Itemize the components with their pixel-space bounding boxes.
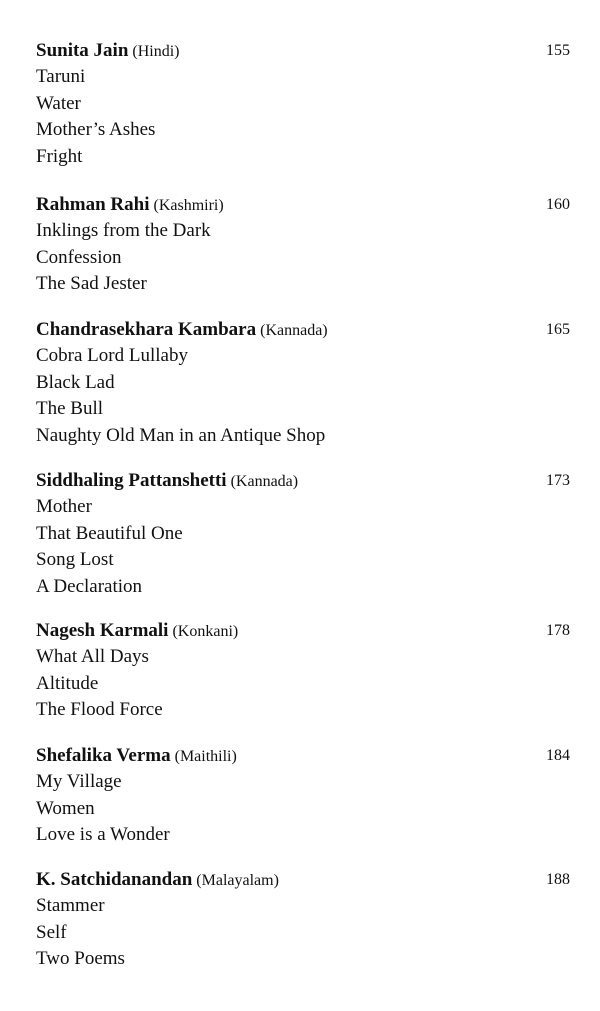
author-language: (Konkani) <box>172 623 239 640</box>
poem-title: Inklings from the Dark <box>36 220 211 241</box>
author-name: Rahman Rahi <box>36 194 150 215</box>
author-name: Shefalika Verma <box>36 745 171 766</box>
entry-heading <box>36 468 570 494</box>
poem-title: Cobra Lord Lullaby <box>36 345 188 366</box>
toc-entry <box>36 743 570 849</box>
poem-title: Fright <box>36 145 83 167</box>
page-number: 160 <box>546 196 570 213</box>
toc-entry <box>36 468 570 600</box>
page-number: 178 <box>546 622 570 639</box>
poem-title: The Sad Jester <box>36 273 147 295</box>
toc-entry <box>36 192 570 298</box>
page-number: 184 <box>546 747 570 764</box>
author-language: (Kashmiri) <box>153 197 224 214</box>
poem-title: The Flood Force <box>36 699 163 721</box>
page-number: 173 <box>546 472 570 489</box>
poem-title: Two Poems <box>36 948 125 970</box>
poem-title: That Beautiful One <box>36 522 183 544</box>
poem-title: The Bull <box>36 398 104 420</box>
entry-heading <box>36 192 570 218</box>
author-language: (Hindi) <box>132 43 180 60</box>
poem-title: Mother <box>36 496 92 517</box>
poem-title: Song Lost <box>36 549 114 571</box>
page-number: 188 <box>546 871 570 888</box>
toc-entry <box>36 317 570 449</box>
poem-title: Taruni <box>36 66 86 87</box>
poem-title: Altitude <box>36 672 99 694</box>
poem-title: Black Lad <box>36 371 115 393</box>
author-language: (Kannada) <box>230 473 299 490</box>
entry-heading <box>36 867 570 893</box>
entry-heading <box>36 743 570 769</box>
author-name: K. Satchidanandan <box>36 869 193 890</box>
author-language: (Maithili) <box>174 748 237 765</box>
author-name: Siddhaling Pattanshetti <box>36 470 227 491</box>
author-name: Chandrasekhara Kambara <box>36 319 257 340</box>
poem-title: Self <box>36 921 67 943</box>
entry-heading <box>36 38 570 64</box>
author-language: (Kannada) <box>260 322 328 339</box>
author-name: Sunita Jain <box>36 40 129 61</box>
entry-heading <box>36 317 570 343</box>
poem-title: Women <box>36 797 95 819</box>
author-name: Nagesh Karmali <box>36 620 169 641</box>
poem-title: Naughty Old Man in an Antique Shop <box>36 424 326 446</box>
poem-title: Mother’s Ashes <box>36 119 156 141</box>
page-number: 155 <box>546 42 570 59</box>
entry-heading <box>36 618 570 644</box>
poem-title: What All Days <box>36 646 149 667</box>
toc-entry <box>36 38 570 170</box>
poem-title: My Village <box>36 771 122 792</box>
author-language: (Malayalam) <box>196 872 279 889</box>
poem-title: Water <box>36 92 81 114</box>
toc-entry <box>36 867 570 973</box>
poem-title: Love is a Wonder <box>36 824 170 846</box>
poem-title: Confession <box>36 246 122 268</box>
poem-title: A Declaration <box>36 575 143 597</box>
poem-title: Stammer <box>36 895 105 916</box>
page-number: 165 <box>546 321 570 338</box>
toc-entry <box>36 618 570 724</box>
